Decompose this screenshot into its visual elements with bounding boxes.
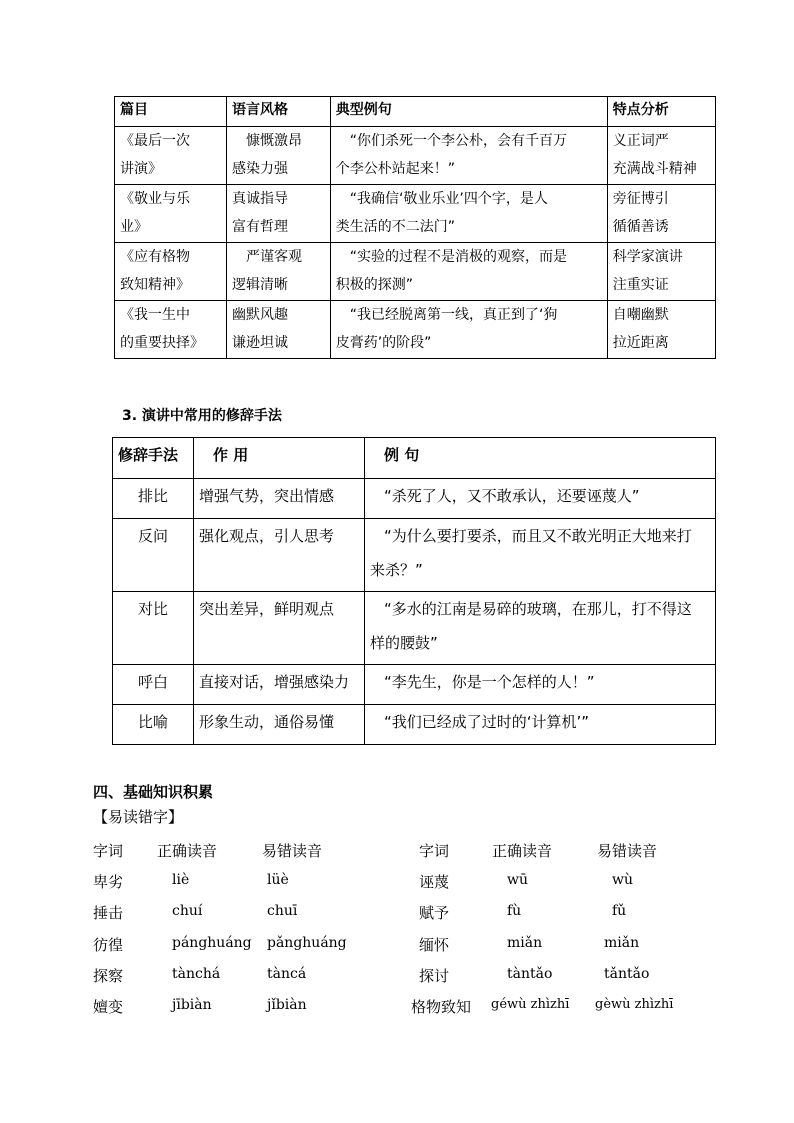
header-cell: 语言风格 [227, 97, 331, 127]
vocab-header-wrong: 易错读音 [597, 842, 658, 860]
effect-cell: 增强气势，突出情感 [194, 479, 365, 519]
table-row [113, 592, 716, 665]
vocab-word: 探讨 [419, 967, 450, 985]
example-cell [365, 519, 716, 592]
header-cell: 特点分析 [607, 97, 715, 127]
vocab-wrong: tǎntǎo [604, 966, 650, 982]
device-cell: 比喻 [113, 705, 194, 745]
cell-line: “为什么要打要杀，而且又不敢光明正大地来打 [384, 527, 692, 545]
table-header-row [115, 97, 716, 127]
vocab-correct: tàntǎo [507, 966, 553, 982]
header-cell [194, 438, 365, 479]
vocab-header-word: 字词 [419, 842, 450, 860]
effect-cell: 强化观点，引人思考 [194, 519, 365, 592]
example-cell [330, 185, 607, 243]
cell-line: 拉近距离 [612, 335, 669, 351]
example-cell [330, 301, 607, 359]
vocab-correct: tànchá [172, 966, 221, 982]
cell-line: “我确信‘敬业乐业’四个字，是人 [349, 191, 548, 207]
cell-line: 《我一生中 [120, 307, 190, 323]
cell-line: “你们杀死一个李公朴，会有千百万 [349, 133, 567, 149]
cell-line: “杀死了人，又不敢承认，还要诬蔑人” [384, 487, 640, 505]
vocab-word: 探察 [93, 967, 124, 985]
style-cell [227, 185, 331, 243]
cell-line: 慷慨激昂 [246, 133, 303, 149]
cell-line: 逻辑清晰 [232, 277, 289, 293]
rhetoric-table [112, 437, 716, 745]
vocab-wrong: fǔ [612, 903, 627, 919]
table-row [115, 185, 716, 243]
table-row [113, 479, 716, 519]
table-row [113, 665, 716, 705]
cell-line: 《敬业与乐 [120, 191, 190, 207]
cell-line: 皮膏药’的阶段” [335, 335, 432, 351]
cell-line: 例 句 [384, 446, 420, 464]
example-cell [330, 127, 607, 185]
example-cell [365, 665, 716, 705]
cell-line: 样的腰鼓” [370, 634, 438, 652]
cell-line: 感染力强 [232, 161, 289, 177]
table-row [115, 243, 716, 301]
vocab-correct: géwù zhìzhī [491, 997, 570, 1012]
effect-cell: 直接对话，增强感染力 [194, 665, 365, 705]
cell-line: 幽默风趣 [232, 307, 289, 323]
table-row [113, 705, 716, 745]
style-cell [227, 127, 331, 185]
vocab-word: 捶击 [93, 904, 124, 922]
example-cell [365, 592, 716, 665]
cell-line: 个李公朴站起来！” [335, 161, 455, 177]
vocab-correct: fù [507, 903, 522, 919]
device-cell: 排比 [113, 479, 194, 519]
header-cell: 典型例句 [330, 97, 607, 127]
vocab-word: 格物致知 [411, 998, 472, 1016]
cell-line: 业》 [120, 219, 148, 235]
cell-line: 讲演》 [120, 161, 162, 177]
cell-line: 义正词严 [612, 133, 669, 149]
title-cell [115, 243, 227, 301]
vocab-word: 赋予 [419, 904, 450, 922]
vocab-header-word: 字词 [93, 842, 124, 860]
device-cell: 对比 [113, 592, 194, 665]
header-cell [365, 438, 716, 479]
vocab-header-correct: 正确读音 [157, 842, 218, 860]
cell-line: 《最后一次 [120, 133, 190, 149]
table-row [115, 301, 716, 359]
vocab-header-wrong: 易错读音 [262, 842, 323, 860]
vocab-wrong: gèwù zhìzhī [595, 997, 674, 1012]
cell-line: 致知精神》 [120, 277, 190, 293]
section-heading: 3. 演讲中常用的修辞手法 [122, 408, 282, 424]
vocab-wrong: lüè [267, 872, 289, 888]
cell-line: 作 用 [213, 446, 249, 464]
device-cell: 反问 [113, 519, 194, 592]
vocab-word: 缅怀 [419, 936, 450, 954]
effect-cell: 形象生动，通俗易懂 [194, 705, 365, 745]
analysis-cell [607, 185, 715, 243]
cell-line: 严谨客观 [246, 249, 303, 265]
cell-line: 注重实证 [612, 277, 669, 293]
vocab-correct: chuí [172, 903, 203, 919]
cell-line: 的重要抉择》 [120, 335, 204, 351]
table-row [115, 127, 716, 185]
cell-line: 富有哲理 [232, 219, 289, 235]
vocab-word: 诬蔑 [419, 873, 450, 891]
subheading: 【易读错字】 [93, 808, 184, 826]
vocab-word: 卑劣 [93, 873, 124, 891]
vocab-correct: pánghuáng [172, 935, 252, 951]
cell-line: 自嘲幽默 [612, 307, 669, 323]
cell-line: “李先生，你是一个怎样的人！” [384, 673, 595, 691]
vocab-correct: miǎn [507, 935, 543, 951]
header-cell: 篇目 [115, 97, 227, 127]
cell-line: 积极的探测” [335, 277, 413, 293]
cell-line: 真诚指导 [232, 191, 289, 207]
cell-line: 循循善诱 [612, 219, 669, 235]
vocab-wrong: pǎnghuáng [267, 935, 347, 951]
analysis-cell [607, 243, 715, 301]
cell-line: 《应有格物 [120, 249, 190, 265]
cell-line: 谦逊坦诚 [232, 335, 289, 351]
style-cell [227, 301, 331, 359]
vocab-wrong: jǐbiàn [267, 997, 307, 1013]
vocab-word: 嬗变 [93, 998, 124, 1016]
table-row [113, 519, 716, 592]
header-cell: 修辞手法 [113, 438, 194, 479]
style-cell [227, 243, 331, 301]
cell-line: “实验的过程不是消极的观察，而是 [349, 249, 567, 265]
cell-line: 类生活的不二法门” [335, 219, 455, 235]
section-heading: 四、基础知识积累 [93, 783, 214, 801]
cell-line: 科学家演讲 [612, 249, 683, 265]
title-cell [115, 301, 227, 359]
title-cell [115, 185, 227, 243]
device-cell: 呼白 [113, 665, 194, 705]
vocab-header-correct: 正确读音 [492, 842, 553, 860]
example-cell [365, 705, 716, 745]
effect-cell: 突出差异，鲜明观点 [194, 592, 365, 665]
analysis-cell [607, 301, 715, 359]
vocab-wrong: wù [612, 872, 633, 888]
title-cell [115, 127, 227, 185]
vocab-correct: wū [507, 872, 528, 888]
analysis-cell [607, 127, 715, 185]
example-cell [330, 243, 607, 301]
cell-line: “我已经脱离第一线，真正到了‘狗 [349, 307, 558, 323]
example-cell [365, 479, 716, 519]
cell-line: “我们已经成了过时的‘计算机’” [384, 713, 590, 731]
cell-line: 来杀？” [370, 561, 423, 579]
vocab-wrong: chuī [267, 903, 298, 919]
vocab-word: 彷徨 [93, 936, 124, 954]
cell-line: “多水的江南是易碎的玻璃，在那儿，打不得这 [384, 600, 692, 618]
vocab-correct: liè [172, 872, 190, 888]
vocab-wrong: miǎn [604, 935, 640, 951]
vocab-wrong: tàncá [267, 966, 307, 982]
speech-style-table [114, 96, 716, 359]
vocab-correct: jībiàn [172, 997, 212, 1013]
cell-line: 旁征博引 [612, 191, 669, 207]
cell-line: 充满战斗精神 [612, 161, 697, 177]
table-header-row [113, 438, 716, 479]
